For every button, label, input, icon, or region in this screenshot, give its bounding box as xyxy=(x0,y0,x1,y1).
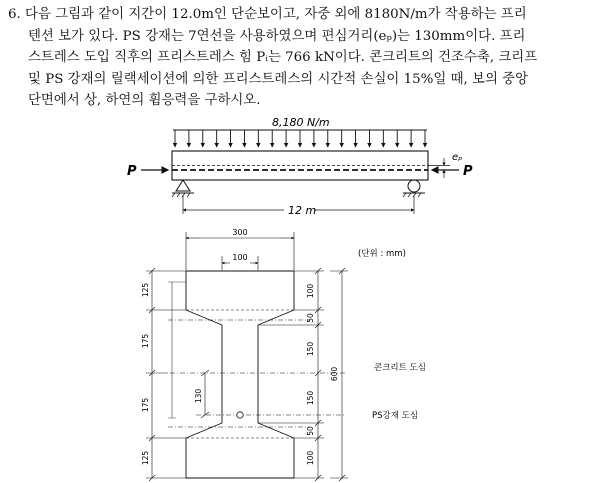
unit-label: (단위 : mm) xyxy=(358,249,406,259)
ps-centroid-label: PS강재 도심 xyxy=(372,411,419,421)
top-width-label: 300 xyxy=(232,228,248,237)
eccentricity-dimension xyxy=(428,152,462,178)
ps-strand xyxy=(237,412,243,418)
web-width-label: 100 xyxy=(232,253,248,262)
span-label: 12 m xyxy=(288,204,317,217)
left-dim-3: 175 xyxy=(141,397,150,413)
right-dim-2: 50 xyxy=(306,313,315,323)
cross-section xyxy=(141,228,426,481)
right-dim-6: 100 xyxy=(306,450,315,466)
force-right xyxy=(432,164,473,179)
right-dim-3: 150 xyxy=(306,341,315,357)
problem-line-1: 6. 다음 그림과 같이 지간이 12.0m인 단순보이고, 자중 외에 8180N/m가 작용하는 프리 xyxy=(8,7,527,22)
pin-support xyxy=(172,180,194,197)
left-dim-2: 175 xyxy=(141,333,150,349)
section-outline xyxy=(186,271,294,478)
right-dim-1: 100 xyxy=(306,283,315,299)
force-right-label: P xyxy=(463,164,473,179)
distributed-load xyxy=(173,130,427,147)
span-dimension xyxy=(183,196,414,217)
force-left-label: P xyxy=(127,164,137,179)
left-dim-1: 125 xyxy=(141,282,150,298)
total-height-label: 600 xyxy=(330,366,339,382)
force-left xyxy=(127,164,168,179)
problem-number: 6. xyxy=(8,7,21,22)
beam xyxy=(172,151,428,180)
left-dim-4: 125 xyxy=(141,450,150,466)
load-label: 8,180 N/m xyxy=(272,116,330,129)
right-dim-5: 50 xyxy=(306,426,315,436)
eccentricity-130-label: 130 xyxy=(194,388,203,404)
concrete-centroid-label: 콘크리트 도심 xyxy=(374,363,426,373)
roller-support xyxy=(403,180,425,197)
problem-line-2: 텐션 보가 있다. PS 강재는 7연선을 사용하였으며 편심거리(eₚ)는 130mm이다. 프리 xyxy=(28,28,526,44)
problem-line-5: 단면에서 상, 하연의 휨응력을 구하시오. xyxy=(28,93,261,109)
problem-line-4: 및 PS 강재의 릴랙세이션에 의한 프리스트레스의 시간적 손실이 15%일 때, 보의 중앙 xyxy=(28,71,529,87)
problem-line-3: 스트레스 도입 직후의 프리스트레스 힘 Pᵢ는 766 kN이다. 콘크리트의 건조수축, 크리프 xyxy=(28,50,538,66)
right-dim-4: 150 xyxy=(306,390,315,406)
eccentricity-label: eₚ xyxy=(452,152,463,163)
